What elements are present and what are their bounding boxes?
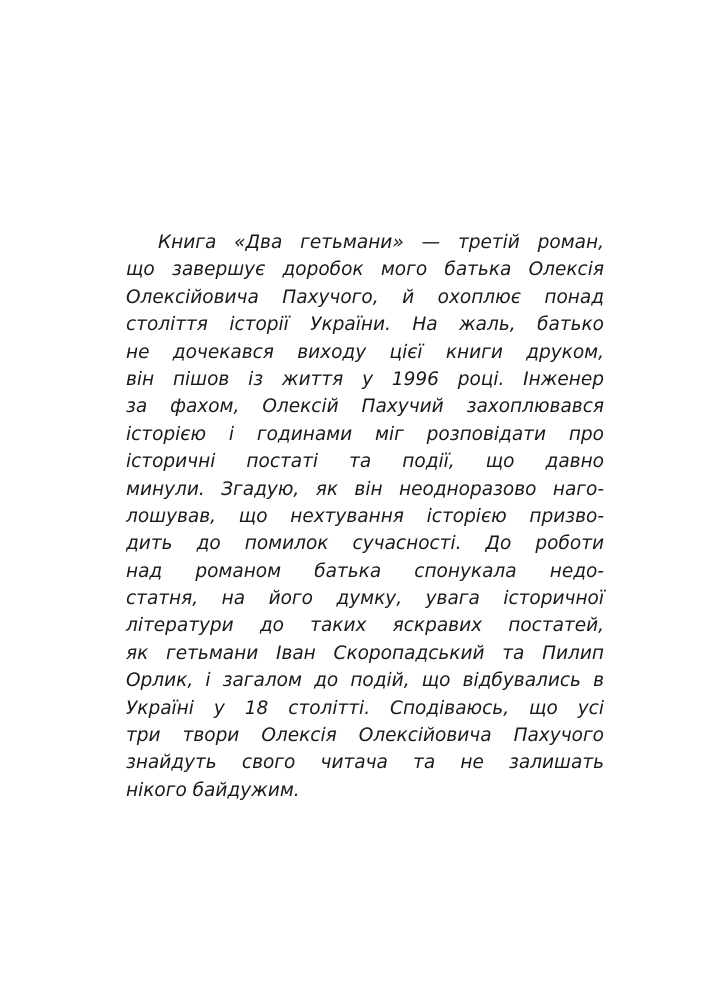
text-line-12: дить до помилок сучасності. До роботи: [126, 533, 604, 555]
text-line-10: минули. Згадую, як він неодноразово наго-: [126, 478, 604, 500]
text-line-18: Україні у 18 столітті. Сподіваюсь, що усі: [126, 697, 604, 719]
text-line-1: Книга «Два гетьмани» — третій роман,: [158, 232, 604, 253]
text-line-7: за фахом, Олексій Пахучий захоплювався: [126, 396, 604, 418]
preface-paragraph: [126, 229, 604, 804]
text-line-20: знайдуть свого читача та не залишать: [126, 752, 604, 774]
text-line-19: три твори Олексія Олексійовича Пахучого: [126, 725, 604, 747]
text-line-21: нікого байдужим.: [126, 779, 300, 801]
text-line-6: він пішов із життя у 1996 році. Інженер: [126, 368, 604, 390]
text-line-14: статня, на його думку, увага історичної: [126, 588, 604, 610]
text-line-8: історією і годинами міг розповідати про: [126, 423, 604, 445]
text-line-11: лошував, що нехтування історією призво-: [126, 505, 604, 527]
text-line-5: не дочекався виходу цієї книги друком,: [126, 341, 604, 363]
text-line-9: історичні постаті та події, що давно: [126, 451, 604, 473]
text-line-17: Орлик, і загалом до подій, що відбувались в: [126, 670, 604, 692]
text-line-2: що завершує доробок мого батька Олексія: [126, 259, 604, 281]
text-line-15: літератури до таких яскравих постатей,: [126, 615, 604, 637]
text-line-13: над романом батька спонукала недо-: [126, 560, 604, 582]
text-line-16: як гетьмани Іван Скоропадський та Пилип: [126, 642, 604, 664]
text-line-3: Олексійовича Пахучого, й охоплює понад: [126, 286, 604, 308]
text-line-4: століття історії України. На жаль, батько: [126, 314, 604, 336]
